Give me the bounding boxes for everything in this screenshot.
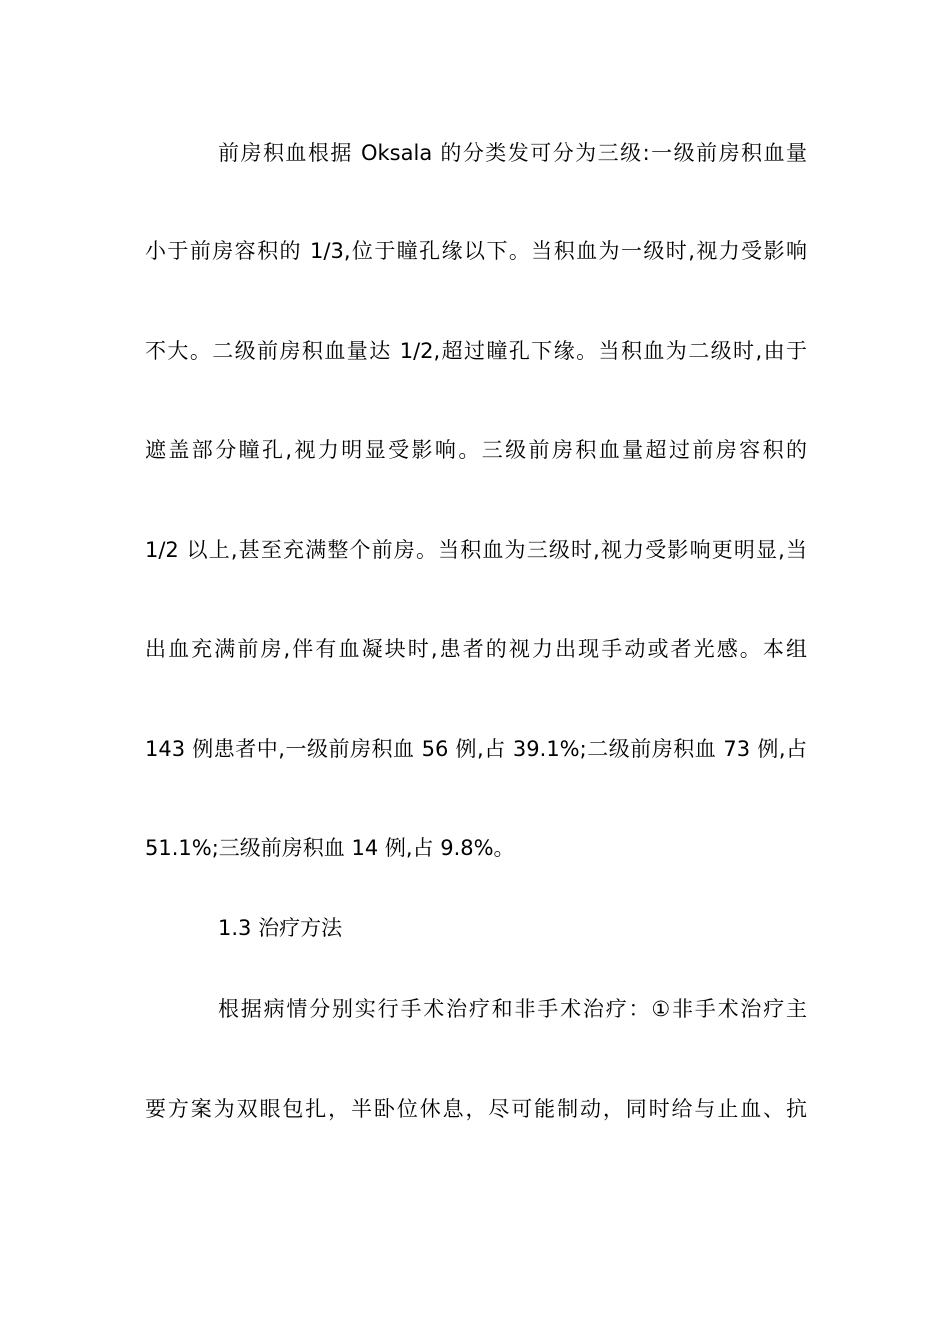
paragraph-line: 前房积血根据 Oksala 的分类发可分为三级:一级前房积血量 <box>218 141 807 165</box>
paragraph-line: 143 例患者中,一级前房积血 56 例,占 39.1%;二级前房积血 73 例,占 <box>145 737 807 761</box>
paragraph-line: 不大。二级前房积血量达 1/2,超过瞳孔下缘。当积血为二级时,由于 <box>145 339 807 363</box>
paragraph-line: 1/2 以上,甚至充满整个前房。当积血为三级时,视力受影响更明显,当 <box>145 538 807 562</box>
section-heading: 1.3 治疗方法 <box>218 916 343 940</box>
paragraph-line: 小于前房容积的 1/3,位于瞳孔缘以下。当积血为一级时,视力受影响 <box>145 239 807 263</box>
paragraph-line: 根据病情分别实行手术治疗和非手术治疗：①非手术治疗主 <box>218 997 807 1021</box>
paragraph-line: 出血充满前房,伴有血凝块时,患者的视力出现手动或者光感。本组 <box>145 637 807 661</box>
paragraph-line: 要方案为双眼包扎，半卧位休息，尽可能制动，同时给与止血、抗 <box>145 1097 807 1121</box>
paragraph-line: 51.1%;三级前房积血 14 例,占 9.8%。 <box>145 836 515 860</box>
paragraph-line: 遮盖部分瞳孔,视力明显受影响。三级前房积血量超过前房容积的 <box>145 438 807 462</box>
